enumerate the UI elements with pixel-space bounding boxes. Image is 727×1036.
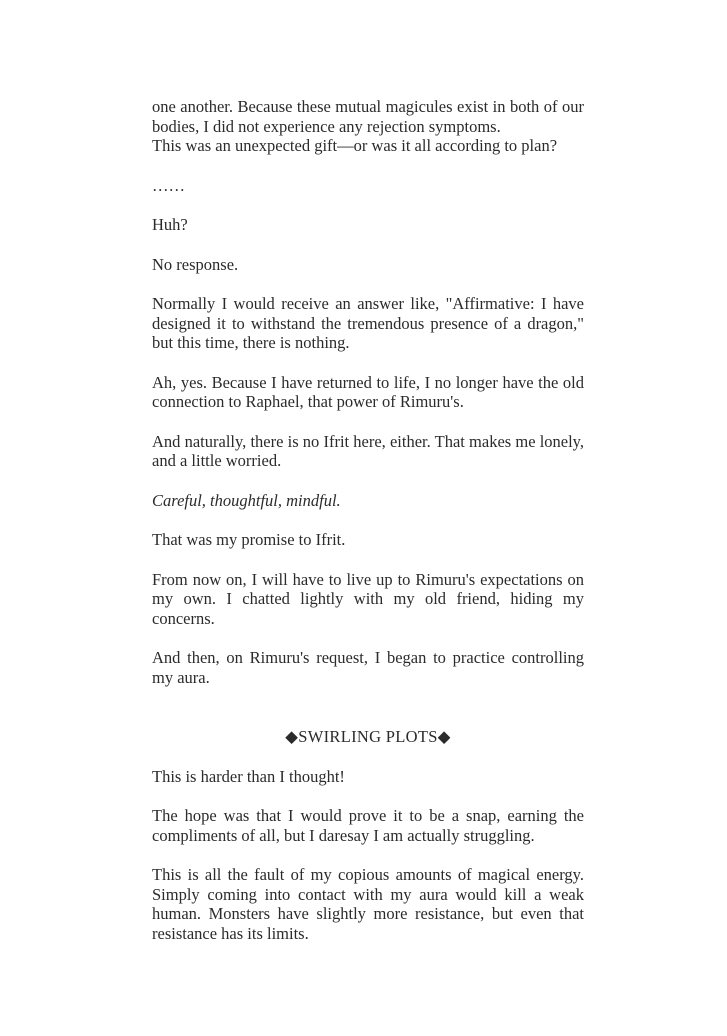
paragraph-magical-energy: This is all the fault of my copious amounts of magical energy. Simply coming into contact with my aura would kill a weak human. Monsters have slightly more resistance, but even that resistance has its limits. (152, 865, 584, 943)
paragraph-rejection-symptoms: one another. Because these mutual magicules exist in both of our bodies, I did not experience any rejection symptoms. (152, 97, 584, 136)
paragraph-no-response: No response. (152, 254, 239, 274)
paragraph-huh: Huh? (152, 215, 188, 234)
ellipsis-line: …… (152, 175, 185, 195)
paragraph-hope-snap: The hope was that I would prove it to be a snap, earning the compliments of all, but I daresay I am actually struggling. (152, 806, 584, 845)
paragraph-practice-aura: And then, on Rimuru's request, I began to practice controlling my aura. (152, 648, 584, 687)
paragraph-normally-answer: Normally I would receive an answer like, "Affirmative: I have designed it to withstand the tremendous presence of a dragon," but this time, there is nothing. (152, 294, 584, 352)
section-heading-swirling-plots: ◆SWIRLING PLOTS◆ (285, 727, 451, 746)
paragraph-rimurus-expectations: From now on, I will have to live up to Rimuru's expectations on my own. I chatted lightly with my old friend, hiding my concerns. (152, 569, 584, 628)
paragraph-no-ifrit: And naturally, there is no Ifrit here, either. That makes me lonely, and a little worried. (152, 431, 584, 470)
line-unexpected-gift: This was an unexpected gift—or was it all according to plan? (152, 136, 558, 155)
line-careful-thoughtful-mindful: Careful, thoughtful, mindful. (152, 490, 341, 510)
paragraph-harder-than-thought: This is harder than I thought! (152, 766, 345, 786)
page-text-content (152, 97, 584, 943)
paragraph-promise-to-ifrit: That was my promise to Ifrit. (152, 530, 346, 549)
paragraph-returned-to-life: Ah, yes. Because I have returned to life, I no longer have the old connection to Raphael, that power of Rimuru's. (152, 372, 584, 411)
